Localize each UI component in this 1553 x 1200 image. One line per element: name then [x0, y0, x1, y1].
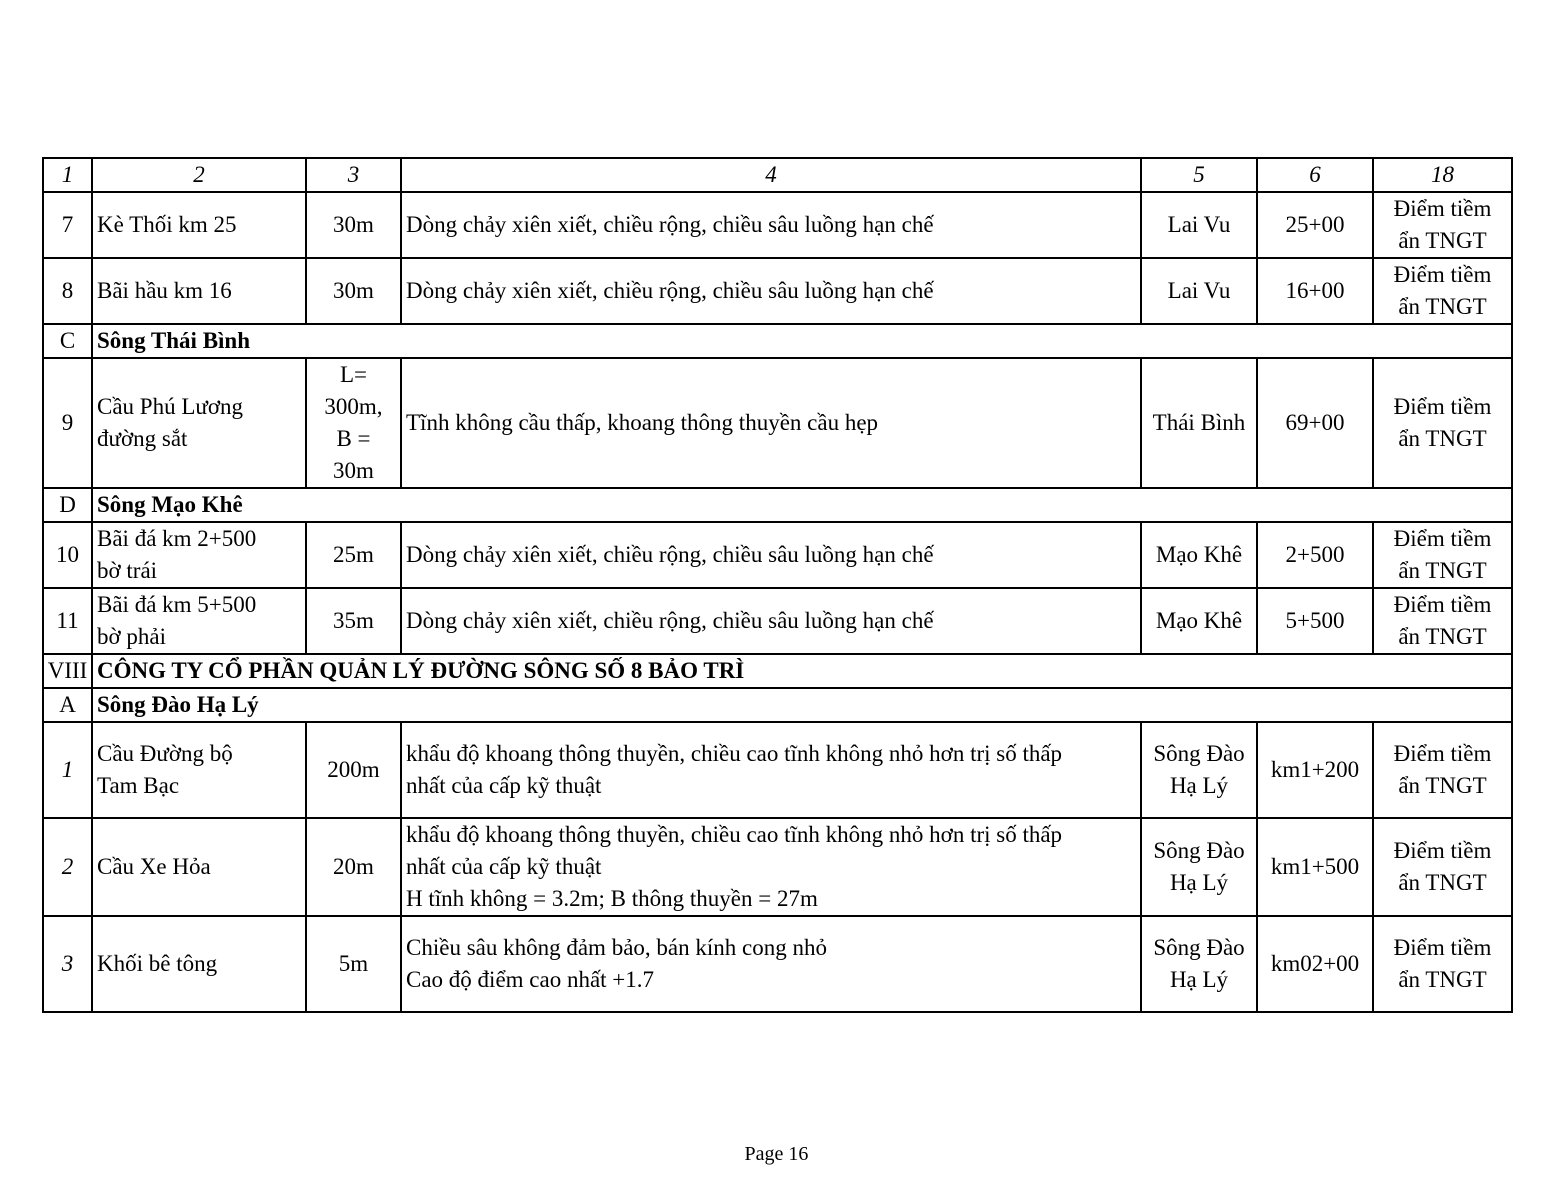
section-title: Sông Thái Bình [92, 324, 401, 358]
row-km: 69+00 [1257, 358, 1373, 488]
table-row [43, 192, 1512, 258]
header-row [43, 158, 1512, 192]
header-cell: 5 [1141, 158, 1257, 192]
header-cell: 18 [1373, 158, 1512, 192]
section-no: C [43, 324, 92, 358]
row-river: Mạo Khê [1141, 522, 1257, 588]
row-river: Lai Vu [1141, 192, 1257, 258]
page-number: Page 16 [744, 1143, 809, 1165]
section-no: VIII [43, 654, 92, 688]
table-row [43, 916, 1512, 1012]
section-row [43, 688, 1512, 722]
row-river: Sông Đào Hạ Lý [1141, 916, 1257, 1012]
section-fill [401, 688, 1512, 722]
row-km: 5+500 [1257, 588, 1373, 654]
section-title: CÔNG TY CỔ PHẦN QUẢN LÝ ĐƯỜNG SÔNG SỐ 8 BẢO TRÌ [92, 654, 1512, 688]
table-row [43, 588, 1512, 654]
section-no: D [43, 488, 92, 522]
row-length: 35m [306, 588, 401, 654]
row-river: Mạo Khê [1141, 588, 1257, 654]
row-km: 16+00 [1257, 258, 1373, 324]
row-desc: Tĩnh không cầu thấp, khoang thông thuyền cầu hẹp [401, 358, 1141, 488]
row-desc: Chiều sâu không đảm bảo, bán kính cong nhỏ Cao độ điểm cao nhất +1.7 [401, 916, 1141, 1012]
row-river: Sông Đào Hạ Lý [1141, 818, 1257, 916]
row-km: km1+200 [1257, 722, 1373, 818]
row-no: 11 [43, 588, 92, 654]
row-note: Điểm tiềm ẩn TNGT [1373, 722, 1512, 818]
row-no: 3 [43, 916, 92, 1012]
header-cell: 3 [306, 158, 401, 192]
section-row [43, 654, 1512, 688]
row-river: Lai Vu [1141, 258, 1257, 324]
row-no: 1 [43, 722, 92, 818]
header-cell: 6 [1257, 158, 1373, 192]
row-desc: khẩu độ khoang thông thuyền, chiều cao tĩnh không nhỏ hơn trị số thấp nhất của cấp kỹ thuật H tĩnh không = 3.2m; B thông thuyền = 27m [401, 818, 1141, 916]
row-length: L= 300m, B = 30m [306, 358, 401, 488]
row-name: Kè Thối km 25 [92, 192, 306, 258]
section-fill [401, 324, 1512, 358]
row-km: km02+00 [1257, 916, 1373, 1012]
row-km: 2+500 [1257, 522, 1373, 588]
row-note: Điểm tiềm ẩn TNGT [1373, 258, 1512, 324]
row-name: Cầu Xe Hỏa [92, 818, 306, 916]
row-km: km1+500 [1257, 818, 1373, 916]
row-note: Điểm tiềm ẩn TNGT [1373, 522, 1512, 588]
row-note: Điểm tiềm ẩn TNGT [1373, 588, 1512, 654]
row-no: 7 [43, 192, 92, 258]
header-cell: 4 [401, 158, 1141, 192]
row-length: 200m [306, 722, 401, 818]
row-length: 20m [306, 818, 401, 916]
row-name: Cầu Phú Lương đường sắt [92, 358, 306, 488]
row-no: 10 [43, 522, 92, 588]
section-title: Sông Mạo Khê [92, 488, 401, 522]
section-row [43, 488, 1512, 522]
row-desc: Dòng chảy xiên xiết, chiều rộng, chiều sâu luồng hạn chế [401, 258, 1141, 324]
row-river: Sông Đào Hạ Lý [1141, 722, 1257, 818]
row-note: Điểm tiềm ẩn TNGT [1373, 358, 1512, 488]
row-note: Điểm tiềm ẩn TNGT [1373, 818, 1512, 916]
section-title: Sông Đào Hạ Lý [92, 688, 401, 722]
row-no: 2 [43, 818, 92, 916]
row-name: Cầu Đường bộ Tam Bạc [92, 722, 306, 818]
table-row [43, 522, 1512, 588]
section-no: A [43, 688, 92, 722]
header-cell: 2 [92, 158, 306, 192]
row-river: Thái Bình [1141, 358, 1257, 488]
row-name: Bãi hầu km 16 [92, 258, 306, 324]
table-row [43, 818, 1512, 916]
table-row [43, 258, 1512, 324]
row-length: 30m [306, 258, 401, 324]
row-length: 30m [306, 192, 401, 258]
row-name: Bãi đá km 5+500 bờ phải [92, 588, 306, 654]
row-desc: Dòng chảy xiên xiết, chiều rộng, chiều sâu luồng hạn chế [401, 522, 1141, 588]
section-fill [401, 488, 1512, 522]
row-no: 9 [43, 358, 92, 488]
section-row [43, 324, 1512, 358]
row-note: Điểm tiềm ẩn TNGT [1373, 916, 1512, 1012]
table-row [43, 358, 1512, 488]
row-length: 25m [306, 522, 401, 588]
row-desc: Dòng chảy xiên xiết, chiều rộng, chiều sâu luồng hạn chế [401, 192, 1141, 258]
row-name: Bãi đá km 2+500 bờ trái [92, 522, 306, 588]
header-cell: 1 [43, 158, 92, 192]
row-note: Điểm tiềm ẩn TNGT [1373, 192, 1512, 258]
row-name: Khối bê tông [92, 916, 306, 1012]
row-km: 25+00 [1257, 192, 1373, 258]
row-desc: Dòng chảy xiên xiết, chiều rộng, chiều sâu luồng hạn chế [401, 588, 1141, 654]
table-row [43, 722, 1512, 818]
row-no: 8 [43, 258, 92, 324]
row-length: 5m [306, 916, 401, 1012]
row-desc: khẩu độ khoang thông thuyền, chiều cao tĩnh không nhỏ hơn trị số thấp nhất của cấp kỹ thuật [401, 722, 1141, 818]
doc-table [42, 157, 1513, 1013]
